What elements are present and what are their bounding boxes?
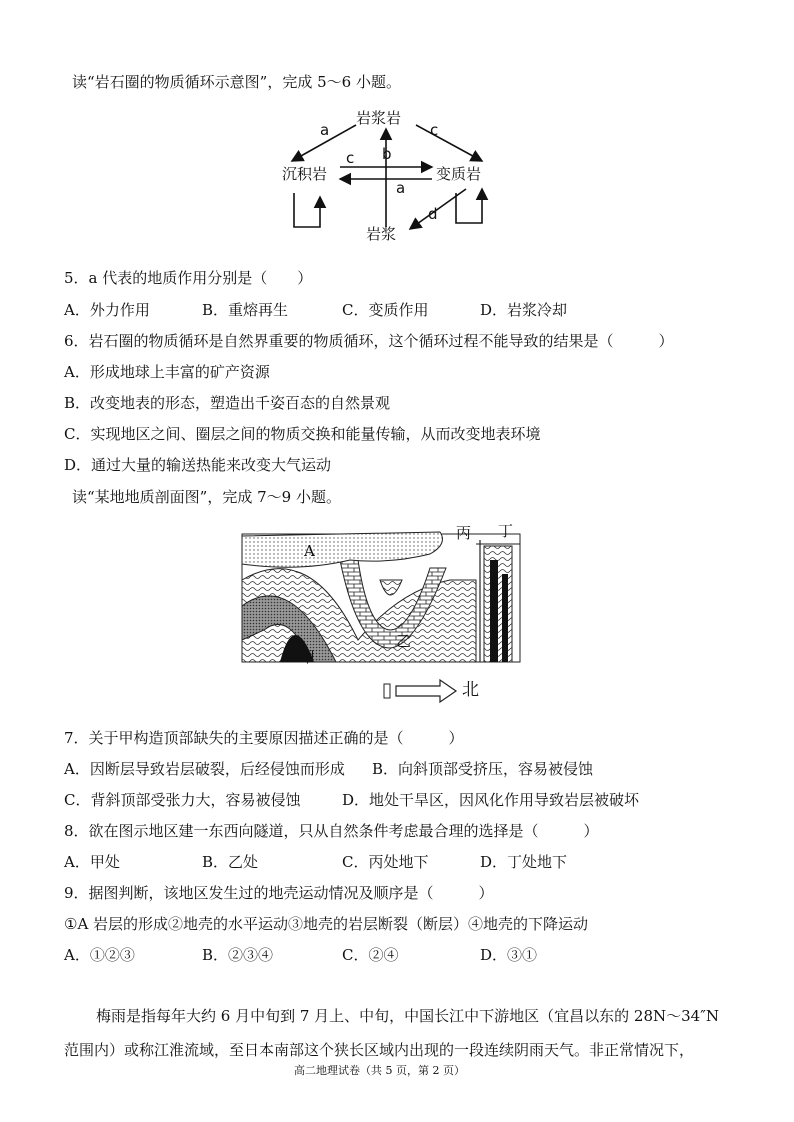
question-6-stem: 6．岩石圈的物质循环是自然界重要的物质循环，这个循环过程不能导致的结果是（ ） — [64, 332, 674, 350]
question-9-option-b[interactable]: B．②③④ — [202, 946, 274, 964]
question-7-option-c[interactable]: C．背斜顶部受张力大，容易被侵蚀 — [64, 791, 301, 809]
intro-rock-cycle: 读“岩石圈的物质循环示意图”，完成 5～6 小题。 — [72, 73, 401, 91]
question-7-stem: 7．关于甲构造顶部缺失的主要原因描述正确的是（ ） — [64, 729, 464, 747]
geo-label-ding: 丁 — [498, 522, 514, 540]
question-6-option-d[interactable]: D．通过大量的输送热能来改变大气运动 — [64, 456, 332, 474]
arrow-label-a-mid: a — [396, 179, 406, 197]
question-9-option-a[interactable]: A．①②③ — [64, 946, 135, 964]
question-9-statements: ①A 岩层的形成②地壳的水平运动③地壳的岩层断裂（断层）④地壳的下降运动 — [64, 915, 589, 933]
page-footer: 高二地理试卷（共 5 页，第 2 页） — [294, 1064, 465, 1077]
geo-label-yi: 乙 — [396, 632, 412, 650]
question-5-option-d[interactable]: D．岩浆冷却 — [480, 301, 568, 319]
question-5-option-a[interactable]: A．外力作用 — [64, 301, 150, 319]
question-6-option-a[interactable]: A．形成地球上丰富的矿产资源 — [64, 363, 270, 381]
arrow-label-d: d — [428, 205, 438, 223]
question-5-option-c[interactable]: C．变质作用 — [342, 301, 429, 319]
geologic-section-diagram — [240, 520, 530, 710]
arrow-label-a-top: a — [320, 121, 330, 139]
question-8-option-d[interactable]: D．丁处地下 — [480, 853, 568, 871]
question-6-option-c[interactable]: C．实现地区之间、圈层之间的物质交换和能量传输，从而改变地表环境 — [64, 425, 541, 443]
question-8-option-c[interactable]: C．丙处地下 — [342, 853, 429, 871]
magma-rock-label: 岩浆岩 — [356, 109, 402, 127]
question-7-option-a[interactable]: A．因断层导致岩层破裂，后经侵蚀而形成 — [64, 760, 345, 778]
passage-line-1: 梅雨是指每年大约 6 月中旬到 7 月上、中旬，中国长江中下游地区（宜昌以东的 28N～34″N — [96, 1007, 719, 1025]
geologic-section-drawing — [240, 520, 530, 710]
question-8-option-b[interactable]: B．乙处 — [202, 853, 259, 871]
geo-label-jia: 甲 — [300, 648, 316, 666]
arrow-label-c-mid: c — [346, 149, 355, 167]
question-8-stem: 8．欲在图示地区建一东西向隧道，只从自然条件考虑最合理的选择是（ ） — [64, 822, 599, 840]
question-7-option-d[interactable]: D．地处干旱区，因风化作用导致岩层被破坏 — [342, 791, 640, 809]
north-direction-label: 北 — [462, 680, 479, 700]
magma-label: 岩浆 — [366, 225, 397, 243]
question-5-option-b[interactable]: B．重熔再生 — [202, 301, 289, 319]
question-8-option-a[interactable]: A．甲处 — [64, 853, 120, 871]
sedimentary-rock-label: 沉积岩 — [282, 165, 328, 183]
question-9-stem: 9．据图判断，该地区发生过的地壳运动情况及顺序是（ ） — [64, 884, 494, 902]
arrow-label-c-top: c — [430, 121, 439, 139]
question-9-option-d[interactable]: D．③① — [480, 946, 538, 964]
question-6-option-b[interactable]: B．改变地表的形态，塑造出千姿百态的自然景观 — [64, 394, 391, 412]
question-7-option-b[interactable]: B．向斜顶部受挤压，容易被侵蚀 — [372, 760, 594, 778]
geo-label-A: A — [304, 542, 315, 560]
question-5-stem: 5．a 代表的地质作用分别是（ ） — [64, 269, 313, 287]
arrow-label-b: b — [382, 145, 392, 163]
geo-label-bing: 丙 — [456, 524, 472, 542]
metamorphic-rock-label: 变质岩 — [436, 165, 482, 183]
rock-cycle-diagram — [270, 105, 510, 245]
intro-geologic-section: 读“某地地质剖面图”，完成 7～9 小题。 — [72, 488, 341, 506]
passage-line-2: 范围内）或称江淮流域，至日本南部这个狭长区域内出现的一段连续阴雨天气。非正常情况下， — [64, 1041, 695, 1059]
question-9-option-c[interactable]: C．②④ — [342, 946, 399, 964]
